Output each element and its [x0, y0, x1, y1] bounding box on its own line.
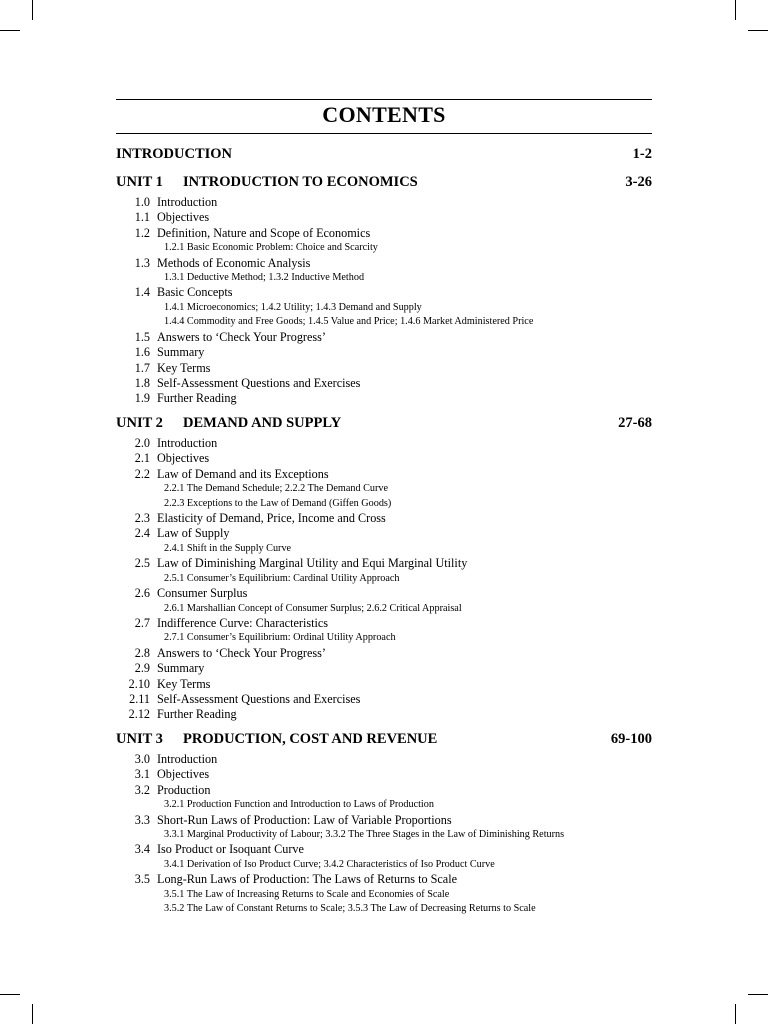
- section-title: Objectives: [157, 767, 210, 782]
- crop-mark: [735, 0, 736, 20]
- unit-number: UNIT 1: [116, 174, 163, 190]
- section-number: 1.6: [134, 345, 150, 360]
- unit-heading: [116, 731, 652, 749]
- subsection-line: 2.5.1 Consumer’s Equilibrium: Cardinal Utility Approach: [164, 572, 400, 584]
- section-title: Self-Assessment Questions and Exercises: [157, 691, 361, 706]
- section-title: Short-Run Laws of Production: Law of Variable Proportions: [157, 812, 452, 827]
- subsection-line: 2.2.3 Exceptions to the Law of Demand (Giffen Goods): [164, 497, 392, 509]
- section-title: Objectives: [157, 451, 210, 466]
- subsection-line: 1.4.4 Commodity and Free Goods; 1.4.5 Value and Price; 1.4.6 Market Administered Price: [164, 316, 534, 328]
- crop-mark: [0, 30, 20, 31]
- section-number: 1.1: [134, 210, 150, 225]
- section-title: Long-Run Laws of Production: The Laws of Returns to Scale: [157, 872, 458, 887]
- section-title: Introduction: [157, 436, 218, 450]
- section-number: 2.0: [134, 436, 150, 450]
- section-number: 1.2: [134, 225, 150, 240]
- section-number: 1.5: [134, 329, 150, 344]
- section-title: Law of Diminishing Marginal Utility and Equi Marginal Utility: [157, 556, 468, 571]
- subsection-line: 1.3.1 Deductive Method; 1.3.2 Inductive Method: [164, 271, 365, 283]
- crop-mark: [32, 1004, 33, 1024]
- section-title: Key Terms: [157, 676, 211, 691]
- section-number: 2.3: [134, 511, 150, 526]
- title-underline: [116, 133, 652, 134]
- subsection-line: 1.4.1 Microeconomics; 1.4.2 Utility; 1.4.3 Demand and Supply: [164, 301, 422, 313]
- section-title: Definition, Nature and Scope of Economics: [157, 225, 371, 240]
- section-title: Consumer Surplus: [157, 586, 248, 601]
- section-number: 1.9: [134, 391, 150, 406]
- subsection-line: 2.2.1 The Demand Schedule; 2.2.2 The Demand Curve: [164, 482, 388, 494]
- section-number: 3.5: [134, 872, 150, 887]
- crop-mark: [0, 994, 20, 995]
- unit-page-range: 69-100: [610, 731, 652, 747]
- top-rule: [116, 99, 652, 100]
- unit-number: UNIT 3: [116, 731, 163, 747]
- section-title: Introduction: [157, 752, 218, 766]
- unit-heading: [116, 146, 652, 164]
- subsection-line: 3.5.1 The Law of Increasing Returns to Scale and Economies of Scale: [164, 888, 450, 900]
- unit-page-range: 3-26: [625, 174, 652, 190]
- subsection-line: 2.7.1 Consumer’s Equilibrium: Ordinal Utility Approach: [164, 632, 396, 644]
- section-number: 3.2: [134, 782, 150, 797]
- crop-mark: [748, 994, 768, 995]
- subsection-line: 2.6.1 Marshallian Concept of Consumer Surplus; 2.6.2 Critical Appraisal: [164, 602, 462, 614]
- section-title: Law of Supply: [157, 526, 230, 541]
- section-title: Key Terms: [157, 360, 211, 375]
- section-number: 2.2: [134, 466, 150, 481]
- subsection-line: 3.4.1 Derivation of Iso Product Curve; 3.4.2 Characteristics of Iso Product Curve: [164, 858, 495, 870]
- section-title: Basic Concepts: [157, 285, 233, 300]
- subsection-line: 2.4.1 Shift in the Supply Curve: [164, 542, 292, 554]
- section-number: 3.1: [134, 767, 150, 782]
- page-title: CONTENTS: [322, 102, 446, 127]
- crop-mark: [735, 1004, 736, 1024]
- section-number: 2.7: [134, 616, 150, 631]
- section-title: Summary: [157, 661, 205, 676]
- section-number: 1.0: [134, 195, 150, 209]
- unit-page-range: 27-68: [618, 415, 652, 431]
- section-number: 1.8: [134, 375, 150, 390]
- section-title: Answers to ‘Check Your Progress’: [157, 329, 326, 344]
- section-title: Self-Assessment Questions and Exercises: [157, 375, 361, 390]
- section-title: Summary: [157, 345, 205, 360]
- section-title: Further Reading: [157, 707, 237, 722]
- section-title: Law of Demand and its Exceptions: [157, 466, 329, 481]
- unit-title: INTRODUCTION TO ECONOMICS: [183, 174, 418, 190]
- section-number: 2.6: [134, 586, 150, 601]
- section-title: Introduction: [157, 195, 218, 209]
- subsection-line: 3.5.2 The Law of Constant Returns to Scale; 3.5.3 The Law of Decreasing Returns to Scale: [164, 903, 536, 915]
- subsection-line: 1.2.1 Basic Economic Problem: Choice and Scarcity: [164, 241, 378, 253]
- subsection-line: 3.2.1 Production Function and Introduction to Laws of Production: [164, 798, 434, 810]
- section-number: 3.0: [134, 752, 150, 766]
- section-number: 2.1: [134, 451, 150, 466]
- section-number: 2.12: [128, 707, 150, 722]
- crop-mark: [748, 30, 768, 31]
- section-number: 2.5: [134, 556, 150, 571]
- unit-page-range: 1-2: [632, 146, 652, 162]
- section-title: Objectives: [157, 210, 210, 225]
- section-title: Further Reading: [157, 391, 237, 406]
- section-number: 1.7: [134, 360, 150, 375]
- section-number: 1.4: [134, 285, 150, 300]
- section-number: 1.3: [134, 255, 150, 270]
- section-number: 2.8: [134, 646, 150, 660]
- crop-mark: [32, 0, 33, 20]
- section-number: 3.3: [134, 812, 150, 827]
- section-title: Methods of Economic Analysis: [157, 255, 311, 270]
- section-number: 2.4: [134, 526, 150, 541]
- unit-number: INTRODUCTION: [116, 146, 233, 162]
- subsection-line: 3.3.1 Marginal Productivity of Labour; 3.3.2 The Three Stages in the Law of Diminishing Returns: [164, 828, 565, 840]
- section-number: 2.11: [129, 691, 150, 706]
- section-title: Iso Product or Isoquant Curve: [157, 842, 304, 857]
- section-title: Elasticity of Demand, Price, Income and Cross: [157, 511, 386, 526]
- unit-heading: [116, 174, 652, 192]
- section-number: 2.9: [134, 661, 150, 676]
- section-title: Production: [157, 782, 211, 797]
- unit-title: DEMAND AND SUPPLY: [183, 415, 342, 431]
- section-number: 3.4: [134, 842, 150, 857]
- section-title: Answers to ‘Check Your Progress’: [157, 646, 326, 660]
- unit-heading: [116, 415, 652, 433]
- unit-title: PRODUCTION, COST AND REVENUE: [183, 731, 438, 747]
- section-title: Indifference Curve: Characteristics: [157, 616, 328, 631]
- unit-number: UNIT 2: [116, 415, 163, 431]
- section-number: 2.10: [128, 676, 150, 691]
